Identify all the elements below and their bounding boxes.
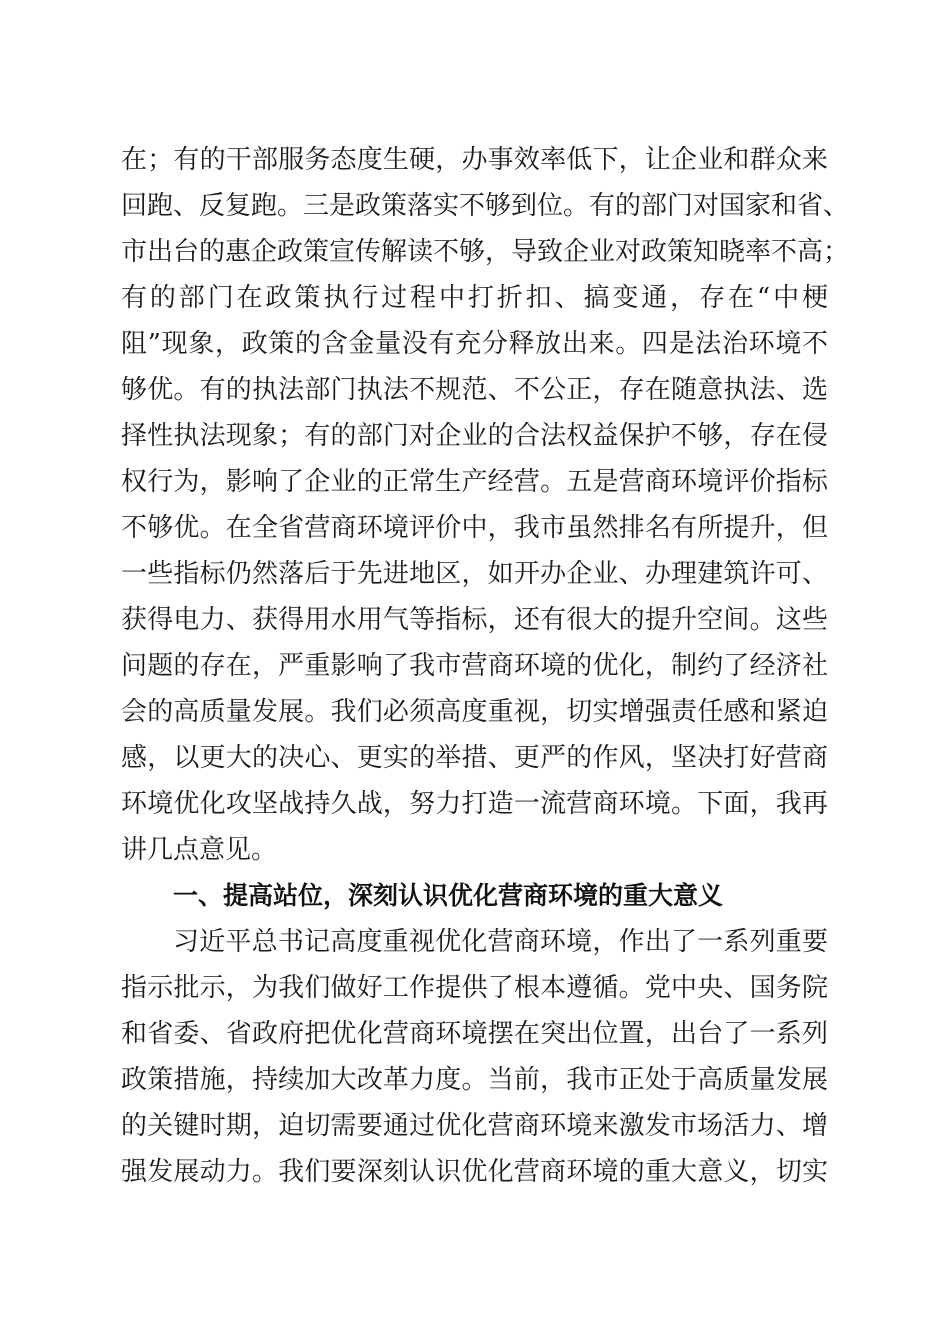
text-line: 够优。有的执法部门执法不规范、不公正，存在随意执法、选 <box>121 375 828 405</box>
text-line: 感，以更大的决心、更实的举措、更严的作风，坚决打好营商 <box>121 743 828 773</box>
text-line: 阻”现象，政策的含金量没有充分释放出来。四是法治环境不 <box>121 329 828 359</box>
text-line: 的关键时期，迫切需要通过优化营商环境来激发市场活力、增 <box>121 1111 828 1141</box>
text-line: 不够优。在全省营商环境评价中，我市虽然排名有所提升，但 <box>121 513 828 543</box>
text-line: 强发展动力。我们要深刻认识优化营商环境的重大意义，切实 <box>121 1157 828 1187</box>
text-line: 政策措施，持续加大改革力度。当前，我市正处于高质量发展 <box>121 1065 828 1095</box>
text-line: 择性执法现象；有的部门对企业的合法权益保护不够，存在侵 <box>121 421 828 451</box>
text-line: 一些指标仍然落后于先进地区，如开办企业、办理建筑许可、 <box>121 559 828 589</box>
text-line: 和省委、省政府把优化营商环境摆在突出位置，出台了一系列 <box>121 1019 828 1049</box>
text-line: 权行为，影响了企业的正常生产经营。五是营商环境评价指标 <box>121 467 828 497</box>
text-line: 获得电力、获得用水用气等指标，还有很大的提升空间。这些 <box>121 605 828 635</box>
text-line: 会的高质量发展。我们必须高度重视，切实增强责任感和紧迫 <box>121 697 828 727</box>
text-line: 问题的存在，严重影响了我市营商环境的优化，制约了经济社 <box>121 651 828 681</box>
section-heading: 一、提高站位，深刻认识优化营商环境的重大意义 <box>173 881 724 910</box>
text-line: 讲几点意见。 <box>121 835 278 865</box>
text-line: 市出台的惠企政策宣传解读不够，导致企业对政策知晓率不高； <box>121 237 850 267</box>
text-line: 指示批示，为我们做好工作提供了根本遵循。党中央、国务院 <box>121 973 828 1003</box>
text-line: 有的部门在政策执行过程中打折扣、搞变通，存在“中梗 <box>121 283 828 313</box>
text-line: 习近平总书记高度重视优化营商环境，作出了一系列重要 <box>173 927 828 957</box>
text-line: 回跑、反复跑。三是政策落实不够到位。有的部门对国家和省、 <box>121 191 850 221</box>
text-line: 在；有的干部服务态度生硬，办事效率低下，让企业和群众来 <box>121 145 828 175</box>
text-line: 环境优化攻坚战持久战，努力打造一流营商环境。下面，我再 <box>121 789 828 819</box>
